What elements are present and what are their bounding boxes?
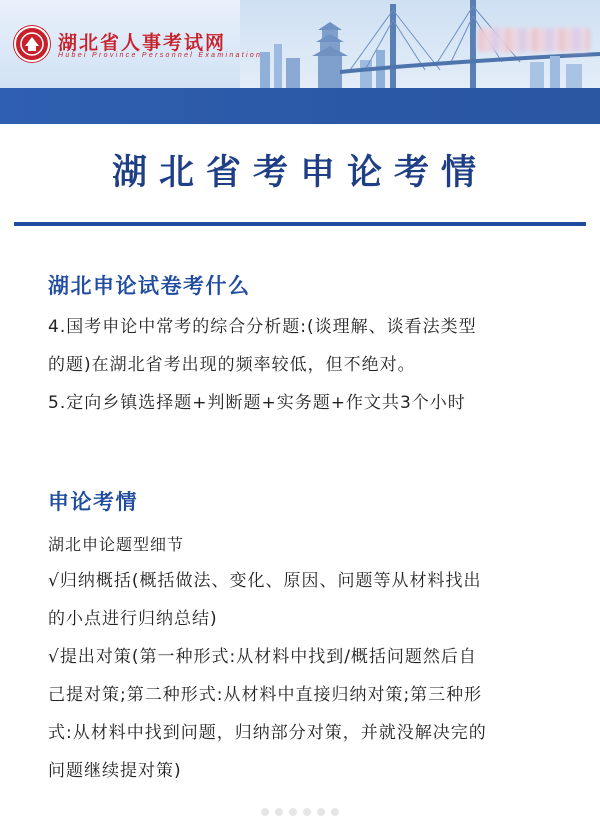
pager-dot[interactable] bbox=[317, 808, 325, 816]
section2-line: 己提对策;第二种形式:从材料中直接归纳对策;第三种形 bbox=[48, 685, 483, 705]
site-logo-icon[interactable] bbox=[14, 26, 50, 62]
section-heading-exam-situation: 申论考情 bbox=[48, 490, 138, 514]
pager-dot[interactable] bbox=[331, 808, 339, 816]
title-divider bbox=[14, 222, 586, 226]
pager-dot[interactable] bbox=[275, 808, 283, 816]
header-banner bbox=[0, 0, 600, 124]
pager-dot[interactable] bbox=[303, 808, 311, 816]
section1-text bbox=[48, 308, 568, 422]
section1-line: 4.国考申论中常考的综合分析题:(谈理解、谈看法类型 bbox=[48, 317, 477, 337]
banner-blue-bar bbox=[0, 88, 600, 124]
pager-dot[interactable] bbox=[261, 808, 269, 816]
blurred-watermark bbox=[478, 28, 590, 52]
section2-line: √提出对策(第一种形式:从材料中找到/概括问题然后自 bbox=[48, 647, 477, 667]
pager-dot[interactable] bbox=[289, 808, 297, 816]
section2-text bbox=[48, 562, 568, 790]
section2-subheading: 湖北申论题型细节 bbox=[48, 535, 185, 554]
section1-line: 的题)在湖北省考出现的频率较低，但不绝对。 bbox=[48, 355, 416, 375]
section1-line: 5.定向乡镇选择题+判断题+实务题+作文共3个小时 bbox=[48, 393, 466, 413]
page-title: 湖北省考申论考情 bbox=[111, 152, 488, 193]
section2-line: √归纳概括(概括做法、变化、原因、问题等从材料找出 bbox=[48, 571, 482, 591]
section2-line: 问题继续提对策) bbox=[48, 761, 182, 781]
section-heading-exam-content: 湖北申论试卷考什么 bbox=[48, 274, 251, 298]
site-name-en: Hubei Province Personnel Examination bbox=[58, 52, 263, 59]
site-name[interactable]: 湖北省人事考试网 bbox=[58, 32, 227, 54]
section2-line: 的小点进行归纳总结) bbox=[48, 609, 218, 629]
pager-dots bbox=[0, 808, 600, 816]
section2-line: 式:从材料中找到问题，归纳部分对策，并就没解决完的 bbox=[48, 723, 487, 743]
